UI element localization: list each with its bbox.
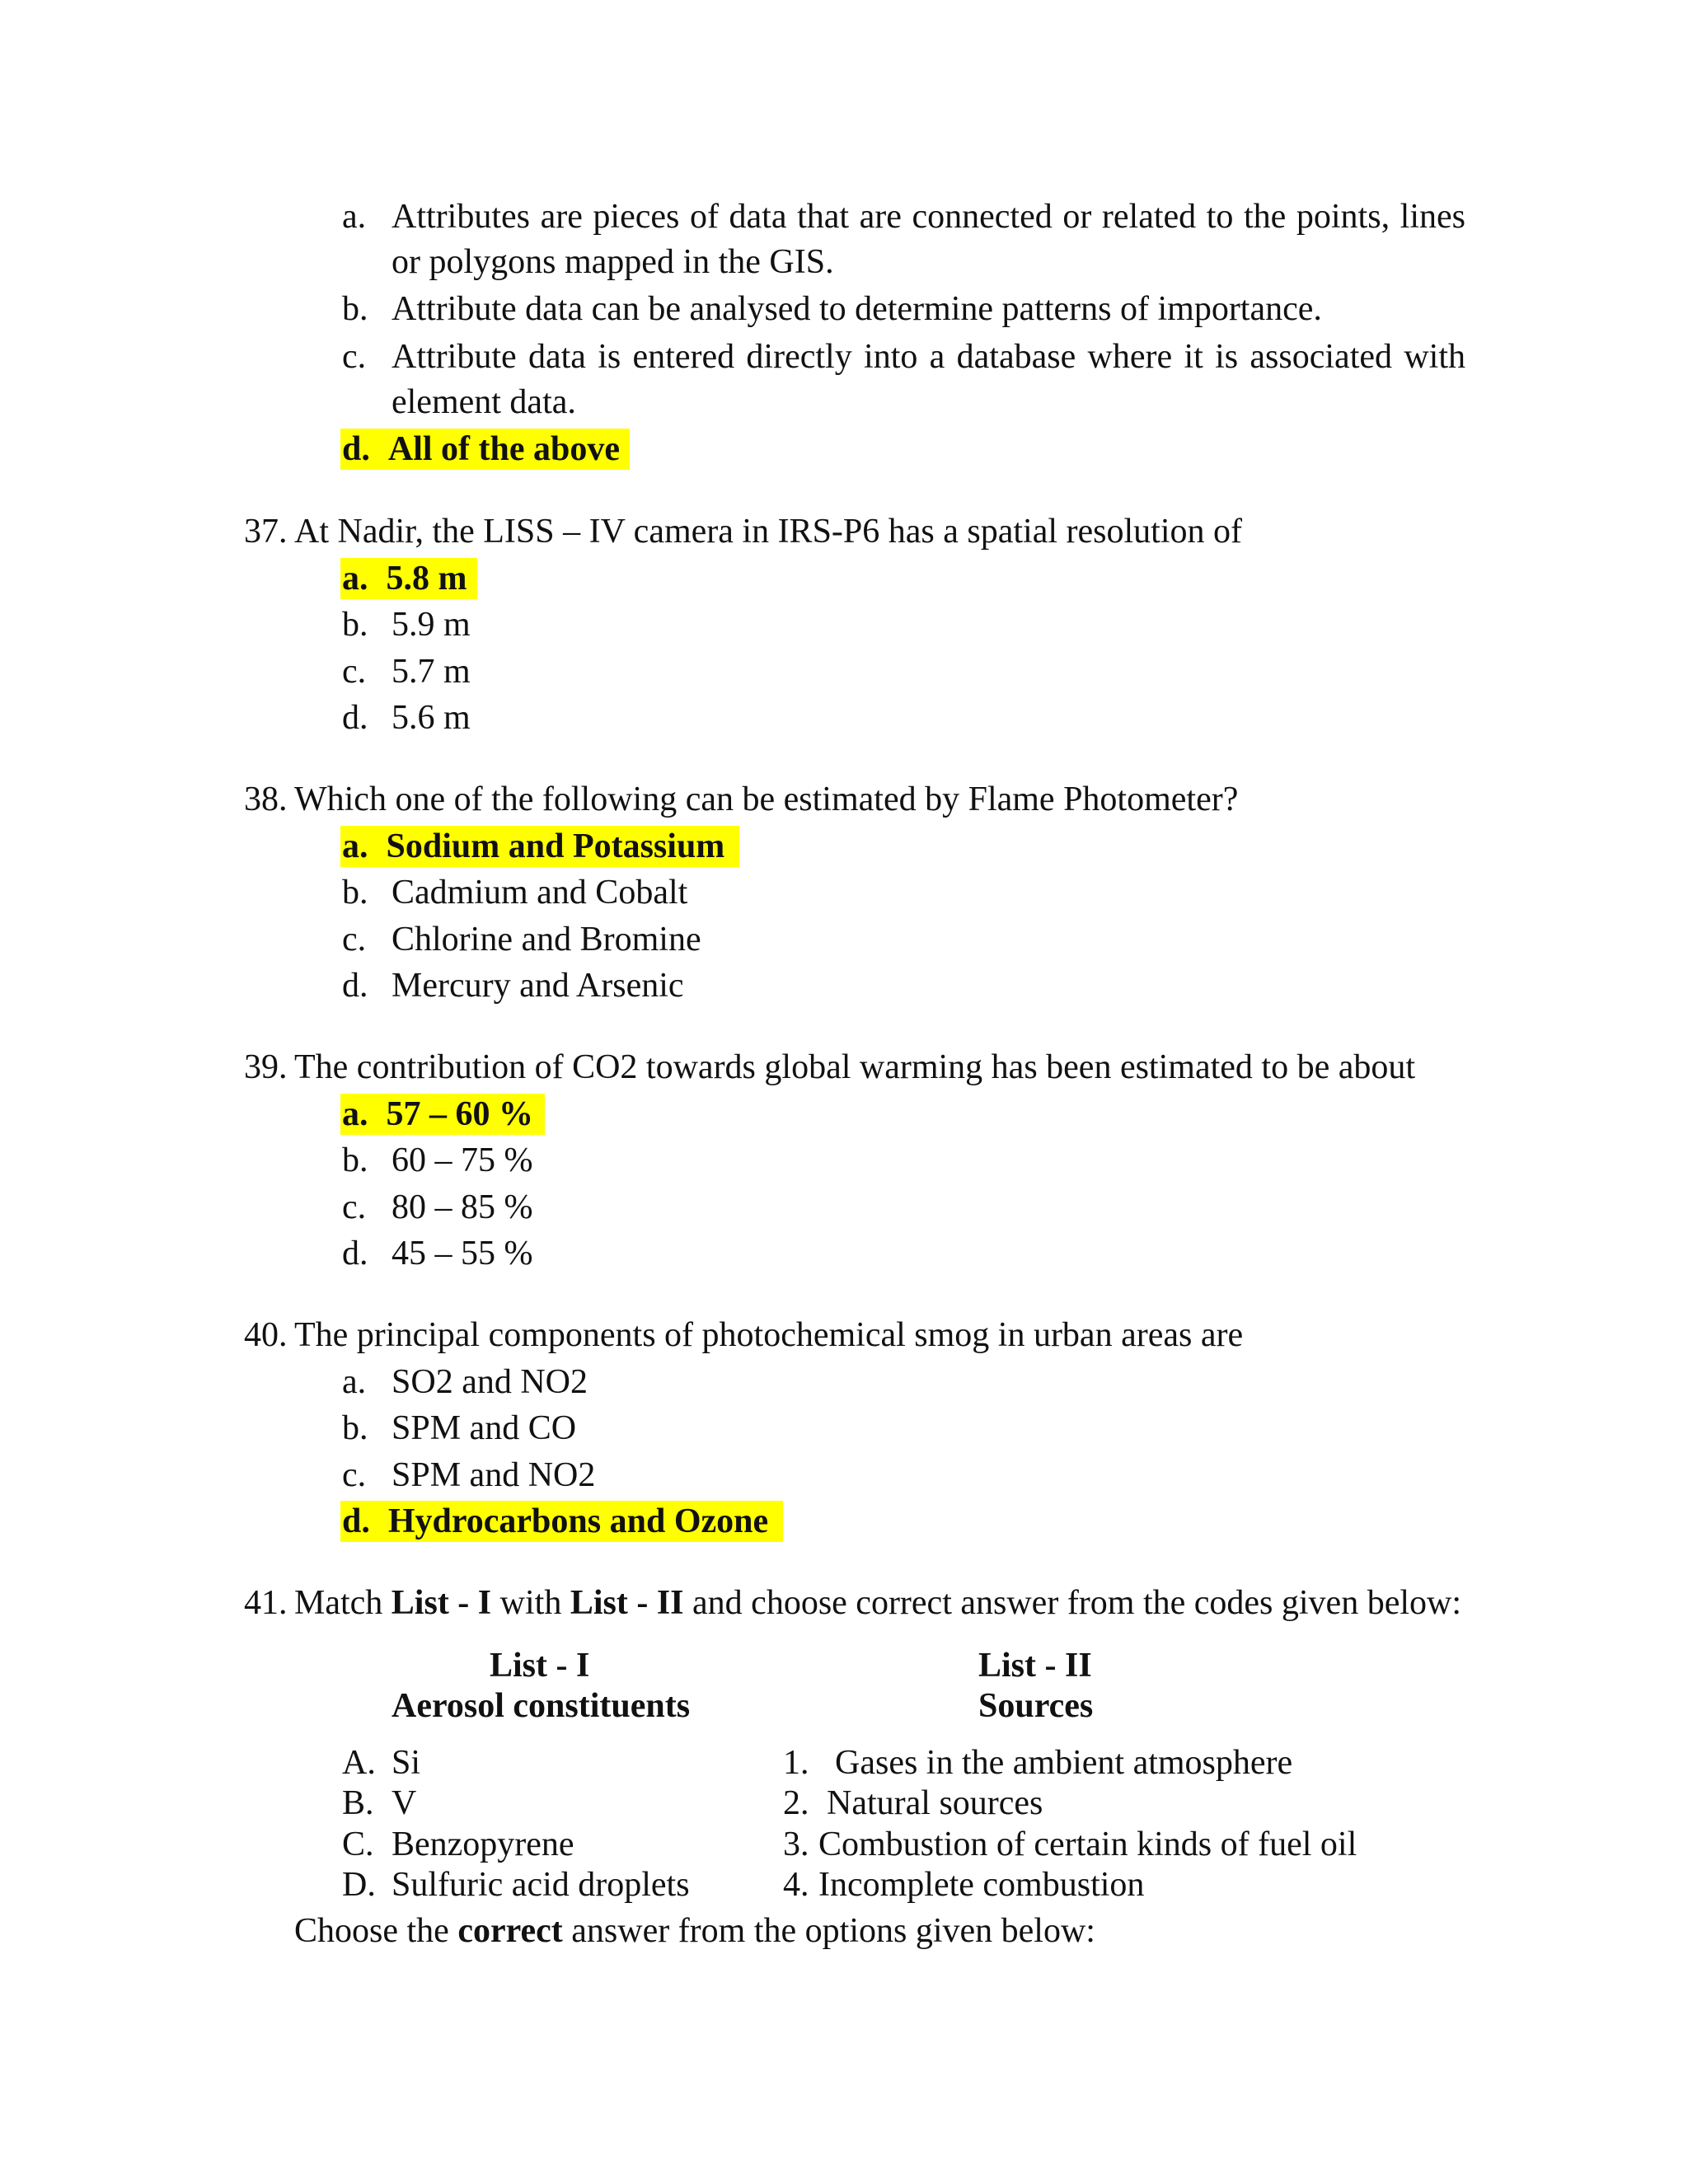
option-text: or polygons mapped in the GIS. xyxy=(392,243,834,281)
question-text xyxy=(294,1582,1465,1624)
option-text: 45 – 55 % xyxy=(392,1235,533,1272)
list1-title: List - I xyxy=(490,1647,590,1685)
option-letter: a. xyxy=(342,560,368,598)
option-letter: b. xyxy=(342,606,368,644)
correct-answer-highlight xyxy=(340,429,630,470)
option-letter: b. xyxy=(342,290,368,328)
option-letter: d. xyxy=(342,430,370,468)
option-text: Mercury and Arsenic xyxy=(392,967,684,1005)
question-number: 40. xyxy=(244,1316,288,1354)
correct-answer-highlight xyxy=(340,826,739,867)
option-letter: b. xyxy=(342,1141,368,1179)
question-text: The principal components of photochemical smog in urban areas are xyxy=(294,1316,1244,1354)
option-letter: b. xyxy=(342,874,368,912)
option-text: Chlorine and Bromine xyxy=(392,921,701,958)
question-text-part: Match xyxy=(294,1584,392,1622)
option-text: 5.7 m xyxy=(392,653,471,691)
option-text: Attribute data can be analysed to determine patterns of importance. xyxy=(392,290,1322,328)
question-text-bold: List - I xyxy=(391,1584,492,1622)
list1-item-letter: C. xyxy=(342,1825,374,1863)
option-letter: a. xyxy=(342,198,367,236)
question-number: 37. xyxy=(244,513,288,551)
option-text: 60 – 75 % xyxy=(392,1141,533,1179)
option-text: 5.8 m xyxy=(386,560,467,598)
option-text: element data. xyxy=(392,383,576,421)
question-text-bold: List - II xyxy=(570,1584,684,1622)
footer-text-part: Choose the xyxy=(294,1912,458,1950)
list1-item-letter: A. xyxy=(342,1744,376,1782)
correct-answer-highlight xyxy=(340,1094,545,1135)
option-text: 80 – 85 % xyxy=(392,1188,533,1226)
question-text: The contribution of CO2 towards global warming has been estimated to be about xyxy=(294,1048,1416,1086)
question-text: Which one of the following can be estimated by Flame Photometer? xyxy=(294,780,1239,818)
footer-text-part: answer from the options given below: xyxy=(562,1912,1095,1950)
list1-item-text: Benzopyrene xyxy=(392,1825,574,1863)
option-letter: c. xyxy=(342,1188,367,1226)
list1-item-text: V xyxy=(392,1784,417,1822)
list2-item-num: 3. xyxy=(783,1825,809,1863)
list1-item-text: Si xyxy=(392,1744,421,1782)
list2-item-num: 1. xyxy=(783,1744,809,1782)
list1-item-letter: B. xyxy=(342,1784,374,1822)
list2-subtitle: Sources xyxy=(978,1687,1094,1725)
question-number: 41. xyxy=(244,1584,288,1622)
footer-text-bold: correct xyxy=(457,1912,563,1950)
option-text: 57 – 60 % xyxy=(386,1095,533,1133)
option-text: Sodium and Potassium xyxy=(386,827,725,865)
correct-answer-highlight xyxy=(340,1501,783,1542)
option-text: Attribute data is entered directly into a database where it is associated with xyxy=(392,338,1465,376)
question-text: At Nadir, the LISS – IV camera in IRS-P6 has a spatial resolution of xyxy=(294,513,1242,551)
option-text: SPM and CO xyxy=(392,1409,577,1447)
list1-item-text: Sulfuric acid droplets xyxy=(392,1866,690,1904)
list2-item-num: 2. xyxy=(783,1784,809,1822)
option-text: 5.9 m xyxy=(392,606,471,644)
option-letter: d. xyxy=(342,1502,370,1540)
option-letter: d. xyxy=(342,1235,368,1272)
list2-title: List - II xyxy=(978,1647,1092,1685)
question-number: 38. xyxy=(244,780,288,818)
option-text: All of the above xyxy=(387,430,621,468)
question-number: 39. xyxy=(244,1048,288,1086)
question-text-part: with xyxy=(491,1584,570,1622)
list1-subtitle: Aerosol constituents xyxy=(392,1687,691,1725)
option-text: 5.6 m xyxy=(392,699,471,737)
correct-answer-highlight xyxy=(340,558,477,599)
option-letter: d. xyxy=(342,967,368,1005)
option-letter: d. xyxy=(342,699,368,737)
option-letter: c. xyxy=(342,338,367,376)
option-text: Hydrocarbons and Ozone xyxy=(387,1502,769,1540)
option-text: SPM and NO2 xyxy=(392,1456,596,1494)
option-letter: a. xyxy=(342,1095,368,1133)
option-text: Attributes are pieces of data that are connected or related to the points, lines xyxy=(392,198,1465,236)
question-text-part: and choose correct answer from the codes given below: xyxy=(683,1584,1462,1622)
list2-item-text: Combustion of certain kinds of fuel oil xyxy=(818,1825,1357,1863)
option-text: Cadmium and Cobalt xyxy=(392,874,688,912)
option-letter: c. xyxy=(342,653,367,691)
list2-item-text: Gases in the ambient atmosphere xyxy=(835,1744,1293,1782)
list2-item-text: Natural sources xyxy=(827,1784,1043,1822)
list2-item-text: Incomplete combustion xyxy=(818,1866,1145,1904)
option-letter: c. xyxy=(342,921,367,958)
option-letter: c. xyxy=(342,1456,367,1494)
option-text: SO2 and NO2 xyxy=(392,1363,588,1401)
option-letter: a. xyxy=(342,827,368,865)
list1-item-letter: D. xyxy=(342,1866,376,1904)
option-letter: a. xyxy=(342,1363,367,1401)
option-letter: b. xyxy=(342,1409,368,1447)
list2-item-num: 4. xyxy=(783,1866,809,1904)
question-footer xyxy=(294,1910,1095,1952)
